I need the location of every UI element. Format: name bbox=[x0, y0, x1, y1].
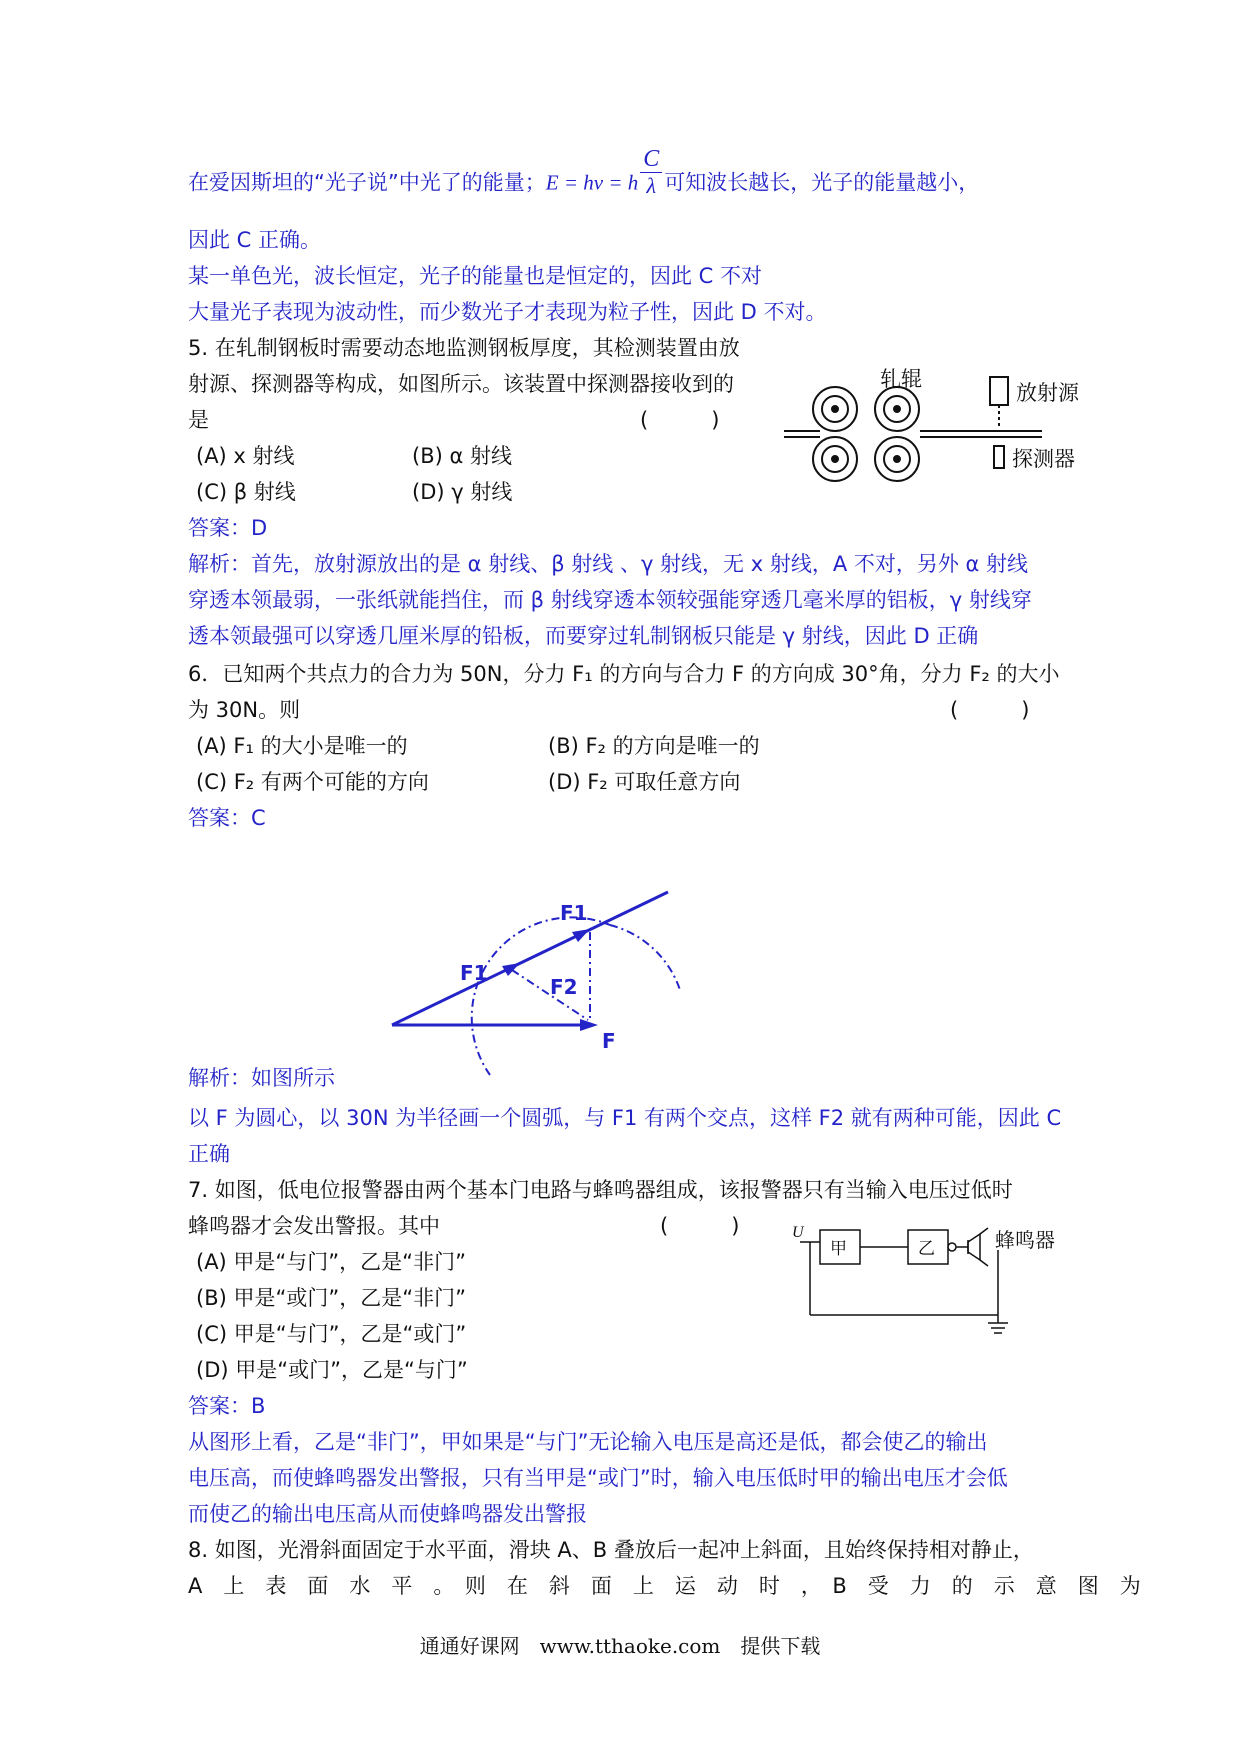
q6-analysis-1: 以 F 为圆心，以 30N 为半径画一个圆弧，与 F1 有两个交点，这样 F2 就有两种可能，因此 C bbox=[188, 1106, 1062, 1130]
q7-answer: 答案：B bbox=[188, 1394, 266, 1418]
radiation-source-label: 放射源 bbox=[1016, 381, 1079, 405]
q5-option-a: (A) x 射线 bbox=[196, 444, 295, 468]
q5-stem-3: 是 bbox=[188, 408, 209, 432]
q5-option-c: (C) β 射线 bbox=[196, 480, 296, 504]
page-footer: 通通好课网 www.tthaoke.com 提供下载 bbox=[419, 1634, 821, 1658]
intro-line-1-suffix: 可知波长越长，光子的能量越小， bbox=[664, 170, 980, 195]
q6-stem-2: 为 30N。则 bbox=[188, 698, 301, 722]
energy-fraction bbox=[640, 146, 662, 199]
q6-answer: 答案：C bbox=[188, 806, 266, 830]
q7-paren: ( ) bbox=[660, 1214, 740, 1238]
detector-label: 探测器 bbox=[1012, 447, 1075, 471]
q5-option-d: (D) γ 射线 bbox=[412, 480, 513, 504]
rolling-mill-figure bbox=[780, 362, 1100, 492]
q5-analysis-2: 穿透本领最弱，一张纸就能挡住，而 β 射线穿透本领较强能穿透几毫米厚的铝板，γ 射线穿 bbox=[188, 588, 1032, 612]
q8-stem-1: 8. 如图，光滑斜面固定于水平面，滑块 A、B 叠放后一起冲上斜面，且始终保持相对静止， bbox=[188, 1538, 1034, 1562]
q7-analysis-1: 从图形上看，乙是“非门”，甲如果是“与门”无论输入电压是高还是低，都会使乙的输出 bbox=[188, 1430, 988, 1454]
force-label-f2: F2 bbox=[550, 975, 578, 999]
roller-label: 轧辊 bbox=[880, 367, 922, 391]
q7-option-d: (D) 甲是“或门”，乙是“与门” bbox=[196, 1358, 468, 1382]
q7-option-b: (B) 甲是“或门”，乙是“非门” bbox=[196, 1286, 466, 1310]
q6-analysis-title: 解析：如图所示 bbox=[188, 1066, 335, 1090]
input-voltage-label: U bbox=[792, 1224, 804, 1241]
q8-stem-2: A 上 表 面 水 平 。 则 在 斜 面 上 运 动 时 ， B 受 力 的 示 意 图 为 bbox=[188, 1574, 1141, 1598]
q6-option-b: (B) F₂ 的方向是唯一的 bbox=[548, 734, 760, 758]
q5-analysis-1: 解析：首先，放射源放出的是 α 射线、β 射线 、γ 射线，无 x 射线，A 不对，另外 α 射线 bbox=[188, 552, 1029, 576]
fraction-numerator: C bbox=[640, 146, 662, 173]
q6-analysis-2: 正确 bbox=[188, 1142, 230, 1166]
q5-answer: 答案：D bbox=[188, 516, 268, 540]
q7-option-c: (C) 甲是“与门”，乙是“或门” bbox=[196, 1322, 467, 1346]
gate-yi-label: 乙 bbox=[918, 1239, 935, 1259]
q6-paren: ( ) bbox=[950, 698, 1030, 722]
q5-analysis-3: 透本领最强可以穿透几厘米厚的铅板，而要穿过轧制钢板只能是 γ 射线，因此 D 正确 bbox=[188, 624, 979, 648]
fraction-denominator: λ bbox=[646, 173, 657, 198]
q6-option-a: (A) F₁ 的大小是唯一的 bbox=[196, 734, 408, 758]
intro-line-3: 某一单色光，波长恒定，光子的能量也是恒定的，因此 C 不对 bbox=[188, 264, 763, 288]
q7-stem-1: 7. 如图，低电位报警器由两个基本门电路与蜂鸣器组成，该报警器只有当输入电压过低时 bbox=[188, 1178, 1013, 1202]
energy-formula: E = hν = h bbox=[545, 170, 639, 195]
q5-paren: ( ) bbox=[640, 408, 720, 432]
q7-analysis-2: 电压高，而使蜂鸣器发出警报，只有当甲是“或门”时，输入电压低时甲的输出电压才会低 bbox=[188, 1466, 1008, 1490]
force-diagram-figure bbox=[380, 880, 700, 1080]
q6-option-d: (D) F₂ 可取任意方向 bbox=[548, 770, 741, 794]
q7-stem-2: 蜂鸣器才会发出警报。其中 bbox=[188, 1214, 440, 1238]
q5-stem-2: 射源、探测器等构成，如图所示。该装置中探测器接收到的 bbox=[188, 372, 734, 396]
q6-stem-1: 6．已知两个共点力的合力为 50N，分力 F₁ 的方向与合力 F 的方向成 30°角，分力 F₂ 的大小 bbox=[188, 662, 1060, 686]
q6-option-c: (C) F₂ 有两个可能的方向 bbox=[196, 770, 429, 794]
intro-line-1 bbox=[188, 146, 980, 199]
q7-option-a: (A) 甲是“与门”，乙是“非门” bbox=[196, 1250, 466, 1274]
buzzer-label: 蜂鸣器 bbox=[995, 1228, 1055, 1252]
intro-line-1-prefix: 在爱因斯坦的“光子说”中光了的能量； bbox=[188, 170, 546, 195]
force-label-f: F bbox=[602, 1029, 616, 1053]
force-label-f1-upper: F1 bbox=[560, 901, 588, 925]
q7-analysis-3: 而使乙的输出电压高从而使蜂鸣器发出警报 bbox=[188, 1502, 587, 1526]
gate-jia-label: 甲 bbox=[830, 1239, 847, 1259]
intro-line-2: 因此 C 正确。 bbox=[188, 228, 322, 252]
force-label-f1-lower: F1 bbox=[460, 961, 488, 985]
q5-option-b: (B) α 射线 bbox=[412, 444, 512, 468]
alarm-circuit-figure bbox=[790, 1220, 1080, 1340]
q5-stem-1: 5. 在轧制钢板时需要动态地监测钢板厚度，其检测装置由放 bbox=[188, 336, 740, 360]
intro-line-4: 大量光子表现为波动性，而少数光子才表现为粒子性，因此 D 不对。 bbox=[188, 300, 827, 324]
